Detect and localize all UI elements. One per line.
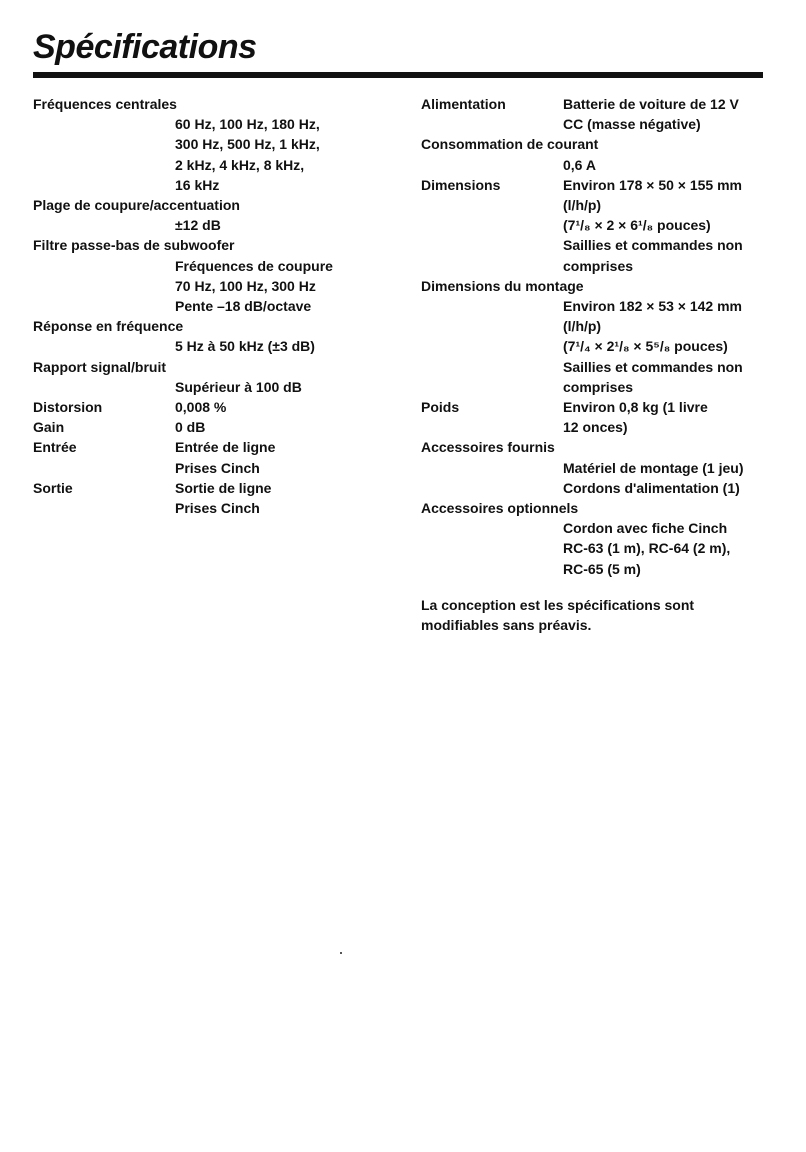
spec-value: Matériel de montage (1 jeu): [563, 459, 744, 476]
spec-value: 5 Hz à 50 kHz (±3 dB): [175, 338, 315, 355]
note-line: modifiables sans préavis.: [421, 617, 592, 634]
spec-label: Distorsion: [33, 399, 103, 416]
specs-left-column: [33, 94, 403, 518]
spec-row: [421, 94, 781, 114]
spec-label: Réponse en fréquence: [33, 318, 184, 335]
spec-label: Accessoires fournis: [421, 439, 555, 456]
spec-label: Poids: [421, 399, 460, 416]
spec-value: 2 kHz, 4 kHz, 8 kHz,: [175, 156, 305, 173]
spec-value: 0,008 %: [175, 399, 227, 416]
spec-value: 16 kHz: [175, 176, 220, 193]
spec-value: CC (masse négative): [563, 116, 701, 133]
spec-row: [33, 478, 403, 498]
spec-label: Sortie: [33, 479, 73, 496]
spec-value: Environ 182 × 53 × 142 mm: [563, 298, 742, 315]
spec-row: [33, 437, 403, 457]
spec-value: ±12 dB: [175, 217, 221, 234]
spec-label: Plage de coupure/accentuation: [33, 197, 240, 214]
spec-value: Pente –18 dB/octave: [175, 298, 312, 315]
spec-value: Cordon avec fiche Cinch: [563, 520, 728, 537]
spec-row: [421, 175, 781, 195]
spec-value: (l/h/p): [563, 197, 602, 214]
spec-value: Fréquences de coupure: [175, 257, 333, 274]
spec-value: Supérieur à 100 dB: [175, 378, 302, 395]
spec-value: (7¹/₈ × 2 × 6¹/₈ pouces): [563, 217, 711, 234]
spec-value: Environ 178 × 50 × 155 mm: [563, 176, 742, 193]
spec-value: Prises Cinch: [175, 500, 260, 517]
spec-value: 0,6 A: [563, 156, 596, 173]
spec-label: Rapport signal/bruit: [33, 358, 166, 375]
spec-label: Fréquences centrales: [33, 96, 177, 112]
spec-value: comprises: [563, 257, 634, 274]
spec-label: Accessoires optionnels: [421, 500, 579, 517]
spec-value: Prises Cinch: [175, 459, 260, 476]
spec-label: Consommation de courant: [421, 136, 599, 153]
spec-label: Entrée: [33, 439, 77, 456]
spec-label: Alimentation: [421, 96, 506, 112]
spec-value: Sortie de ligne: [175, 479, 272, 496]
spec-label: Dimensions: [421, 176, 501, 193]
spec-row: [421, 397, 781, 417]
spec-value: comprises: [563, 378, 634, 395]
disclaimer-note: [421, 595, 781, 635]
spec-label: Filtre passe-bas de subwoofer: [33, 237, 235, 254]
spec-value: (7¹/₄ × 2¹/₈ × 5⁵/₈ pouces): [563, 338, 728, 355]
spec-value: Cordons d'alimentation (1): [563, 479, 740, 496]
spec-row: [33, 397, 403, 417]
spec-value: Batterie de voiture de 12 V: [563, 96, 739, 112]
title-rule: [33, 72, 763, 78]
spec-value: RC-65 (5 m): [563, 560, 641, 577]
spec-value: 0 dB: [175, 419, 206, 436]
spec-value: 70 Hz, 100 Hz, 300 Hz: [175, 277, 316, 294]
page-title: Spécifications: [33, 28, 257, 66]
spec-value: RC-63 (1 m), RC-64 (2 m),: [563, 540, 731, 557]
spec-value: Environ 0,8 kg (1 livre: [563, 399, 708, 416]
note-line: La conception est les spécifications sont: [421, 596, 695, 613]
spec-value: 60 Hz, 100 Hz, 180 Hz,: [175, 116, 320, 133]
spec-label: Dimensions du montage: [421, 277, 584, 294]
spec-row: [33, 417, 403, 437]
spec-value: 300 Hz, 500 Hz, 1 kHz,: [175, 136, 320, 153]
specs-right-column: [421, 94, 781, 635]
spec-value: Saillies et commandes non: [563, 358, 743, 375]
spec-value: Saillies et commandes non: [563, 237, 743, 254]
spec-value: 12 onces): [563, 419, 628, 436]
spec-value: Entrée de ligne: [175, 439, 276, 456]
spec-value: (l/h/p): [563, 318, 602, 335]
spec-label: Gain: [33, 419, 65, 436]
print-speck: [340, 952, 342, 954]
